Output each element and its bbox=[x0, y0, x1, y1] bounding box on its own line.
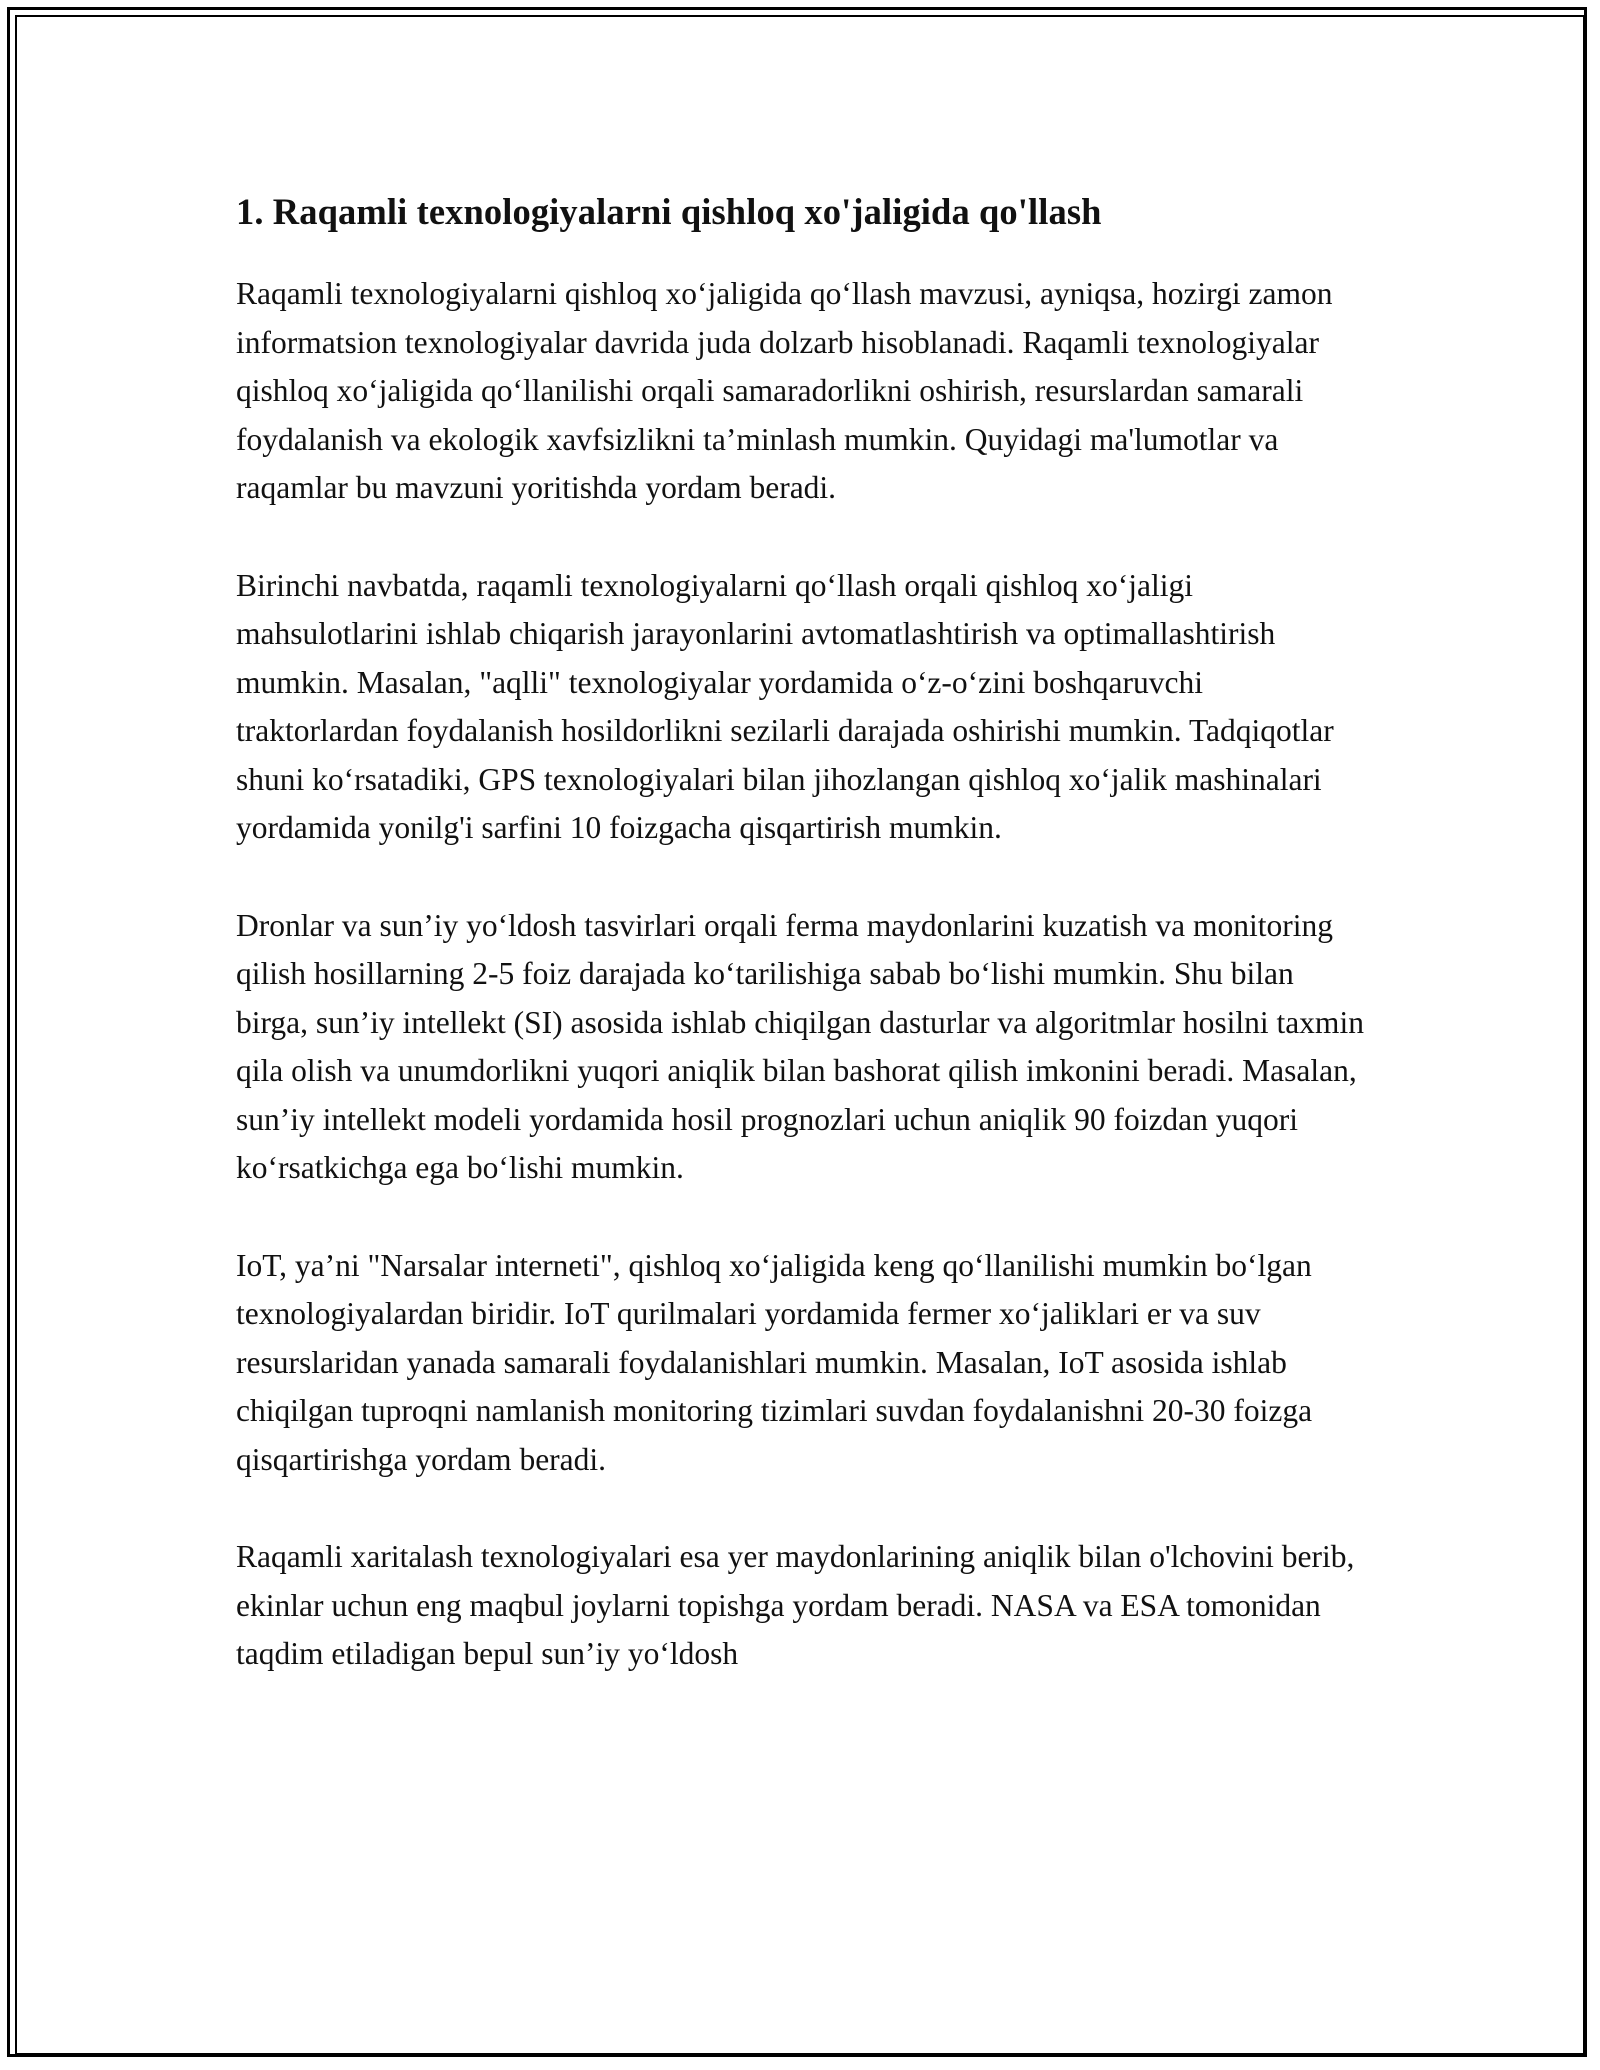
document-body bbox=[236, 186, 1366, 1728]
paragraph-iot: IoT, yaʼni "Narsalar interneti", qishloq xoʻjaligida keng qoʻllanilishi mumkin boʻlgan texnologiyalardan biridir. IoT qurilmalari yordamida fermer xoʻjaliklari er va suv resurslaridan yanada samarali foydalanishlari mumkin. Masalan, IoT asosida ishlab chiqilgan tuproqni namlanish monitoring tizimlari suvdan foydalanishni 20-30 foizga qisqartirishga yordam beradi. bbox=[236, 1247, 1313, 1477]
paragraph-automation: Birinchi navbatda, raqamli texnologiyalarni qoʻllash orqali qishloq xoʻjaligi mahsulotlarini ishlab chiqarish jarayonlarini avtomatlashtirish va optimallashtirish mumkin. Masalan, "aqlli" texnologiyalar yordamida oʻz-oʻzini boshqaruvchi traktorlardan foydalanish hosildorlikni sezilarli darajada oshirishi mumkin. Tadqiqotlar shuni koʻrsatadiki, GPS texnologiyalari bilan jihozlangan qishloq xoʻjalik mashinalari yordamida yonilg'i sarfini 10 foizgacha qisqartirish mumkin. bbox=[236, 567, 1334, 845]
paragraph-digital-mapping: Raqamli xaritalash texnologiyalari esa yer maydonlarining aniqlik bilan o'lchovini berib, ekinlar uchun eng maqbul joylarni topishga yordam beradi. NASA va ESA tomonidan taqdim etiladigan bepul sunʼiy yoʻldosh bbox=[236, 1539, 1355, 1671]
paragraph-intro: Raqamli texnologiyalarni qishloq xoʻjaligida qoʻllash mavzusi, ayniqsa, hozirgi zamon informatsion texnologiyalar davrida juda dolzarb hisoblanadi. Raqamli texnologiyalar qishloq xoʻjaligida qoʻllanilishi orqali samaradorlikni oshirish, resurslardan samarali foydalanish va ekologik xavfsizlikni taʼminlash mumkin. Quyidagi ma'lumotlar va raqamlar bu mavzuni yoritishda yordam beradi. bbox=[236, 276, 1333, 505]
paragraph-drones-ai: Dronlar va sunʼiy yoʻldosh tasvirlari orqali ferma maydonlarini kuzatish va monitoring qilish hosillarning 2-5 foiz darajada koʻtarilishiga sabab boʻlishi mumkin. Shu bilan birga, sunʼiy intellekt (SI) asosida ishlab chiqilgan dasturlar va algoritmlar hosilni taxmin qila olish va unumdorlikni yuqori aniqlik bilan bashorat qilish imkonini beradi. Masalan, sunʼiy intellekt modeli yordamida hosil prognozlari uchun aniqlik 90 foizdan yuqori koʻrsatkichga ega boʻlishi mumkin. bbox=[236, 907, 1364, 1185]
section-heading: 1. Raqamli texnologiyalarni qishloq xo'jaligida qo'llash bbox=[236, 191, 1102, 232]
